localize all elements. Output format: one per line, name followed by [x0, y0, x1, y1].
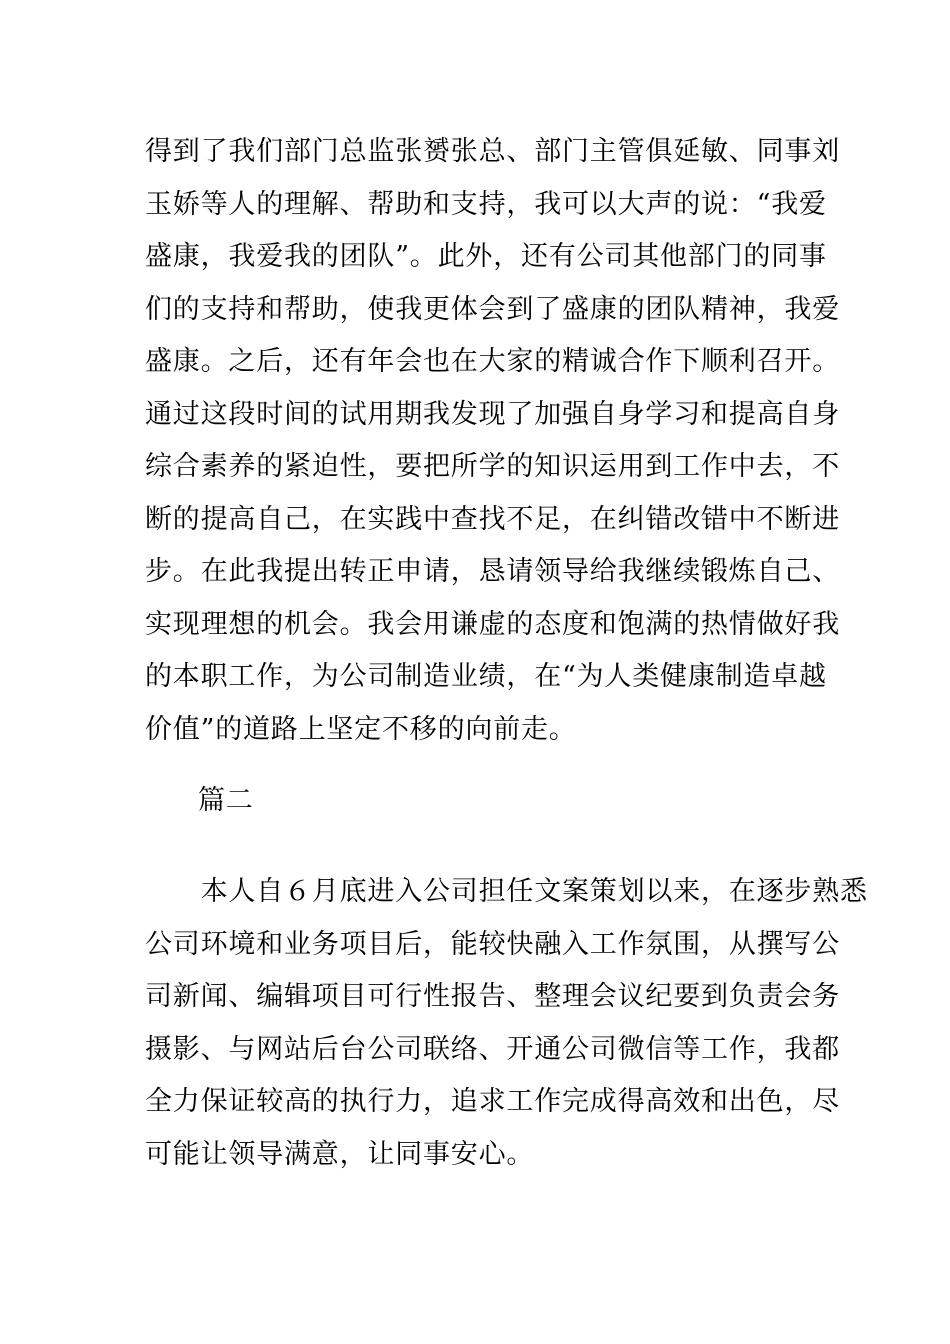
text-line: 可能让领导满意，让同事安心。	[145, 1138, 535, 1170]
paragraph-1	[145, 126, 840, 756]
section-heading: 篇二	[198, 785, 254, 816]
text-line: 盛康，我爱我的团队”。此外，还有公司其他部门的同事	[145, 241, 827, 272]
text-line: 的本职工作，为公司制造业绩，在“为人类健康制造卓越	[145, 661, 827, 692]
text-line: 公司环境和业务项目后，能较快融入工作氛围，从撰写公	[145, 928, 840, 960]
paragraph-2	[145, 866, 868, 1181]
text-line: 通过这段时间的试用期我发现了加强自身学习和提高自身	[145, 398, 840, 430]
text-line: 得到了我们部门总监张赟张总、部门主管俱延敏、同事刘	[145, 136, 840, 167]
text-line: 玉娇等人的理解、帮助和支持，我可以大声的说：“我爱	[145, 188, 827, 220]
text-line: 价值”的道路上坚定不移的向前走。	[145, 713, 577, 745]
text-line: 摄影、与网站后台公司联络、开通公司微信等工作，我都	[145, 1033, 840, 1065]
text-line: 综合素养的紧迫性，要把所学的知识运用到工作中去，不	[145, 451, 840, 482]
text-line: 步。在此我提出转正申请，恳请领导给我继续锻炼自己、	[145, 556, 840, 587]
text-line: 断的提高自己，在实践中查找不足，在纠错改错中不断进	[145, 503, 840, 535]
text-line: 司新闻、编辑项目可行性报告、整理会议纪要到负责会务	[145, 981, 840, 1012]
text-line: 本人自６月底进入公司担任文案策划以来，在逐步熟悉	[145, 876, 868, 907]
text-line: 们的支持和帮助，使我更体会到了盛康的团队精神，我爱	[145, 293, 840, 325]
text-line: 全力保证较高的执行力，追求工作完成得高效和出色，尽	[145, 1086, 840, 1117]
text-line: 实现理想的机会。我会用谦虚的态度和饱满的热情做好我	[145, 608, 840, 640]
text-line: 盛康。之后，还有年会也在大家的精诚合作下顺利召开。	[145, 346, 840, 377]
